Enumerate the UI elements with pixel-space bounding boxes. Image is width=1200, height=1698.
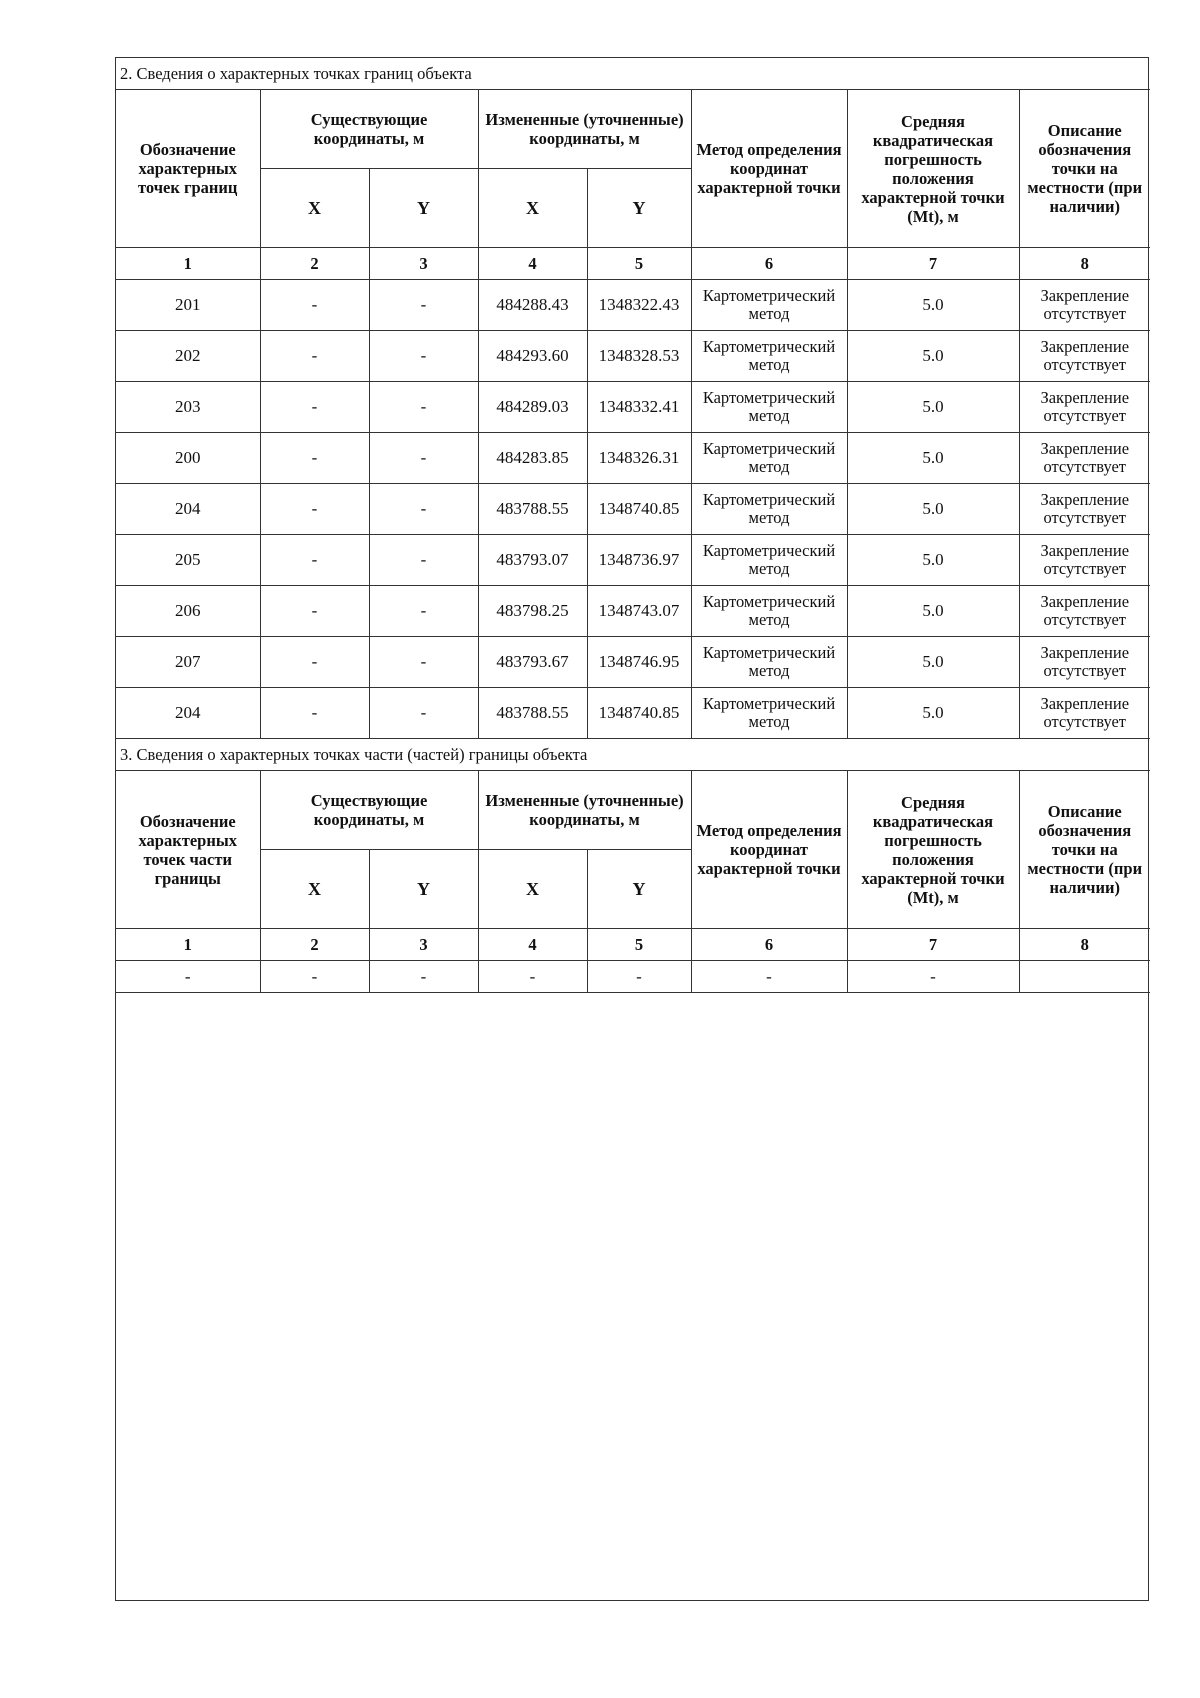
description-cell: Закрепление отсутствует: [1019, 331, 1150, 382]
table-row: [116, 331, 1150, 382]
header-changed-x: X: [478, 850, 587, 929]
header-description: Описание обозначения точки на местности (при наличии): [1019, 771, 1150, 929]
document-frame: [115, 57, 1149, 1601]
error-cell: 5.0: [847, 535, 1019, 586]
method-cell: Картометрический метод: [691, 382, 847, 433]
existing-y-cell: -: [369, 433, 478, 484]
column-number: 7: [847, 248, 1019, 280]
column-number: 1: [116, 929, 260, 961]
point-cell: 207: [116, 637, 260, 688]
column-number: 1: [116, 248, 260, 280]
description-cell: Закрепление отсутствует: [1019, 637, 1150, 688]
column-number: 6: [691, 248, 847, 280]
table-cell: -: [691, 961, 847, 993]
column-number: 4: [478, 929, 587, 961]
header-changed-y: Y: [587, 169, 691, 248]
table-cell: [1019, 961, 1150, 993]
existing-x-cell: -: [260, 535, 369, 586]
point-cell: 206: [116, 586, 260, 637]
y-coordinate-cell: 1348746.95: [587, 637, 691, 688]
x-coordinate-cell: 484288.43: [478, 280, 587, 331]
header-existing-x: X: [260, 169, 369, 248]
description-cell: Закрепление отсутствует: [1019, 535, 1150, 586]
existing-y-cell: -: [369, 280, 478, 331]
error-cell: 5.0: [847, 331, 1019, 382]
table-cell: -: [847, 961, 1019, 993]
header-changed-y: Y: [587, 850, 691, 929]
y-coordinate-cell: 1348332.41: [587, 382, 691, 433]
header-existing-coords: Существующие координаты, м: [260, 771, 478, 850]
points-table: [116, 58, 1150, 993]
method-cell: Картометрический метод: [691, 331, 847, 382]
column-number: 3: [369, 929, 478, 961]
description-cell: Закрепление отсутствует: [1019, 688, 1150, 739]
description-cell: Закрепление отсутствует: [1019, 433, 1150, 484]
error-cell: 5.0: [847, 586, 1019, 637]
column-number: 6: [691, 929, 847, 961]
existing-y-cell: -: [369, 382, 478, 433]
header-method: Метод определения координат характерной точки: [691, 90, 847, 248]
point-cell: 201: [116, 280, 260, 331]
section2-title: 2. Сведения о характерных точках границ объекта: [116, 58, 1150, 90]
header-error: Средняя квадратическая погрешность положения характерной точки (Mt), м: [847, 771, 1019, 929]
point-cell: 204: [116, 484, 260, 535]
column-number: 8: [1019, 248, 1150, 280]
description-cell: Закрепление отсутствует: [1019, 382, 1150, 433]
header-existing-coords: Существующие координаты, м: [260, 90, 478, 169]
column-number: 4: [478, 248, 587, 280]
point-cell: 200: [116, 433, 260, 484]
existing-y-cell: -: [369, 484, 478, 535]
method-cell: Картометрический метод: [691, 535, 847, 586]
description-cell: Закрепление отсутствует: [1019, 280, 1150, 331]
y-coordinate-cell: 1348326.31: [587, 433, 691, 484]
column-number: 2: [260, 929, 369, 961]
table-row: [116, 484, 1150, 535]
header-designation: Обозначение характерных точек части границы: [116, 771, 260, 929]
x-coordinate-cell: 484293.60: [478, 331, 587, 382]
x-coordinate-cell: 483798.25: [478, 586, 587, 637]
x-coordinate-cell: 484289.03: [478, 382, 587, 433]
existing-x-cell: -: [260, 433, 369, 484]
y-coordinate-cell: 1348740.85: [587, 484, 691, 535]
error-cell: 5.0: [847, 688, 1019, 739]
existing-x-cell: -: [260, 331, 369, 382]
header-existing-y: Y: [369, 850, 478, 929]
method-cell: Картометрический метод: [691, 280, 847, 331]
column-number: 5: [587, 248, 691, 280]
error-cell: 5.0: [847, 382, 1019, 433]
table-row: [116, 280, 1150, 331]
section3-title: 3. Сведения о характерных точках части (частей) границы объекта: [116, 739, 1150, 771]
column-number: 5: [587, 929, 691, 961]
y-coordinate-cell: 1348740.85: [587, 688, 691, 739]
existing-y-cell: -: [369, 586, 478, 637]
method-cell: Картометрический метод: [691, 586, 847, 637]
header-changed-coords: Измененные (уточненные) координаты, м: [478, 90, 691, 169]
method-cell: Картометрический метод: [691, 433, 847, 484]
method-cell: Картометрический метод: [691, 484, 847, 535]
header-changed-x: X: [478, 169, 587, 248]
point-cell: 202: [116, 331, 260, 382]
method-cell: Картометрический метод: [691, 637, 847, 688]
table-row: [116, 433, 1150, 484]
existing-x-cell: -: [260, 382, 369, 433]
table-row: [116, 688, 1150, 739]
table-row: [116, 586, 1150, 637]
existing-y-cell: -: [369, 688, 478, 739]
header-existing-x: X: [260, 850, 369, 929]
column-number: 3: [369, 248, 478, 280]
description-cell: Закрепление отсутствует: [1019, 484, 1150, 535]
column-number: 7: [847, 929, 1019, 961]
column-number: 8: [1019, 929, 1150, 961]
error-cell: 5.0: [847, 637, 1019, 688]
table-row: [116, 961, 1150, 993]
method-cell: Картометрический метод: [691, 688, 847, 739]
table-cell: -: [369, 961, 478, 993]
existing-x-cell: -: [260, 484, 369, 535]
existing-y-cell: -: [369, 331, 478, 382]
x-coordinate-cell: 484283.85: [478, 433, 587, 484]
header-existing-y: Y: [369, 169, 478, 248]
error-cell: 5.0: [847, 280, 1019, 331]
existing-y-cell: -: [369, 637, 478, 688]
y-coordinate-cell: 1348743.07: [587, 586, 691, 637]
table-row: [116, 637, 1150, 688]
x-coordinate-cell: 483793.67: [478, 637, 587, 688]
point-cell: 204: [116, 688, 260, 739]
header-changed-coords: Измененные (уточненные) координаты, м: [478, 771, 691, 850]
error-cell: 5.0: [847, 484, 1019, 535]
header-designation: Обозначение характерных точек границ: [116, 90, 260, 248]
x-coordinate-cell: 483793.07: [478, 535, 587, 586]
y-coordinate-cell: 1348322.43: [587, 280, 691, 331]
x-coordinate-cell: 483788.55: [478, 484, 587, 535]
table-row: [116, 382, 1150, 433]
column-number: 2: [260, 248, 369, 280]
table-cell: -: [260, 961, 369, 993]
table-cell: -: [116, 961, 260, 993]
description-cell: Закрепление отсутствует: [1019, 586, 1150, 637]
y-coordinate-cell: 1348328.53: [587, 331, 691, 382]
existing-x-cell: -: [260, 586, 369, 637]
existing-x-cell: -: [260, 637, 369, 688]
point-cell: 205: [116, 535, 260, 586]
y-coordinate-cell: 1348736.97: [587, 535, 691, 586]
existing-x-cell: -: [260, 688, 369, 739]
header-description: Описание обозначения точки на местности (при наличии): [1019, 90, 1150, 248]
existing-y-cell: -: [369, 535, 478, 586]
header-method: Метод определения координат характерной точки: [691, 771, 847, 929]
existing-x-cell: -: [260, 280, 369, 331]
table-cell: -: [587, 961, 691, 993]
table-row: [116, 535, 1150, 586]
x-coordinate-cell: 483788.55: [478, 688, 587, 739]
header-error: Средняя квадратическая погрешность положения характерной точки (Mt), м: [847, 90, 1019, 248]
error-cell: 5.0: [847, 433, 1019, 484]
table-cell: -: [478, 961, 587, 993]
point-cell: 203: [116, 382, 260, 433]
